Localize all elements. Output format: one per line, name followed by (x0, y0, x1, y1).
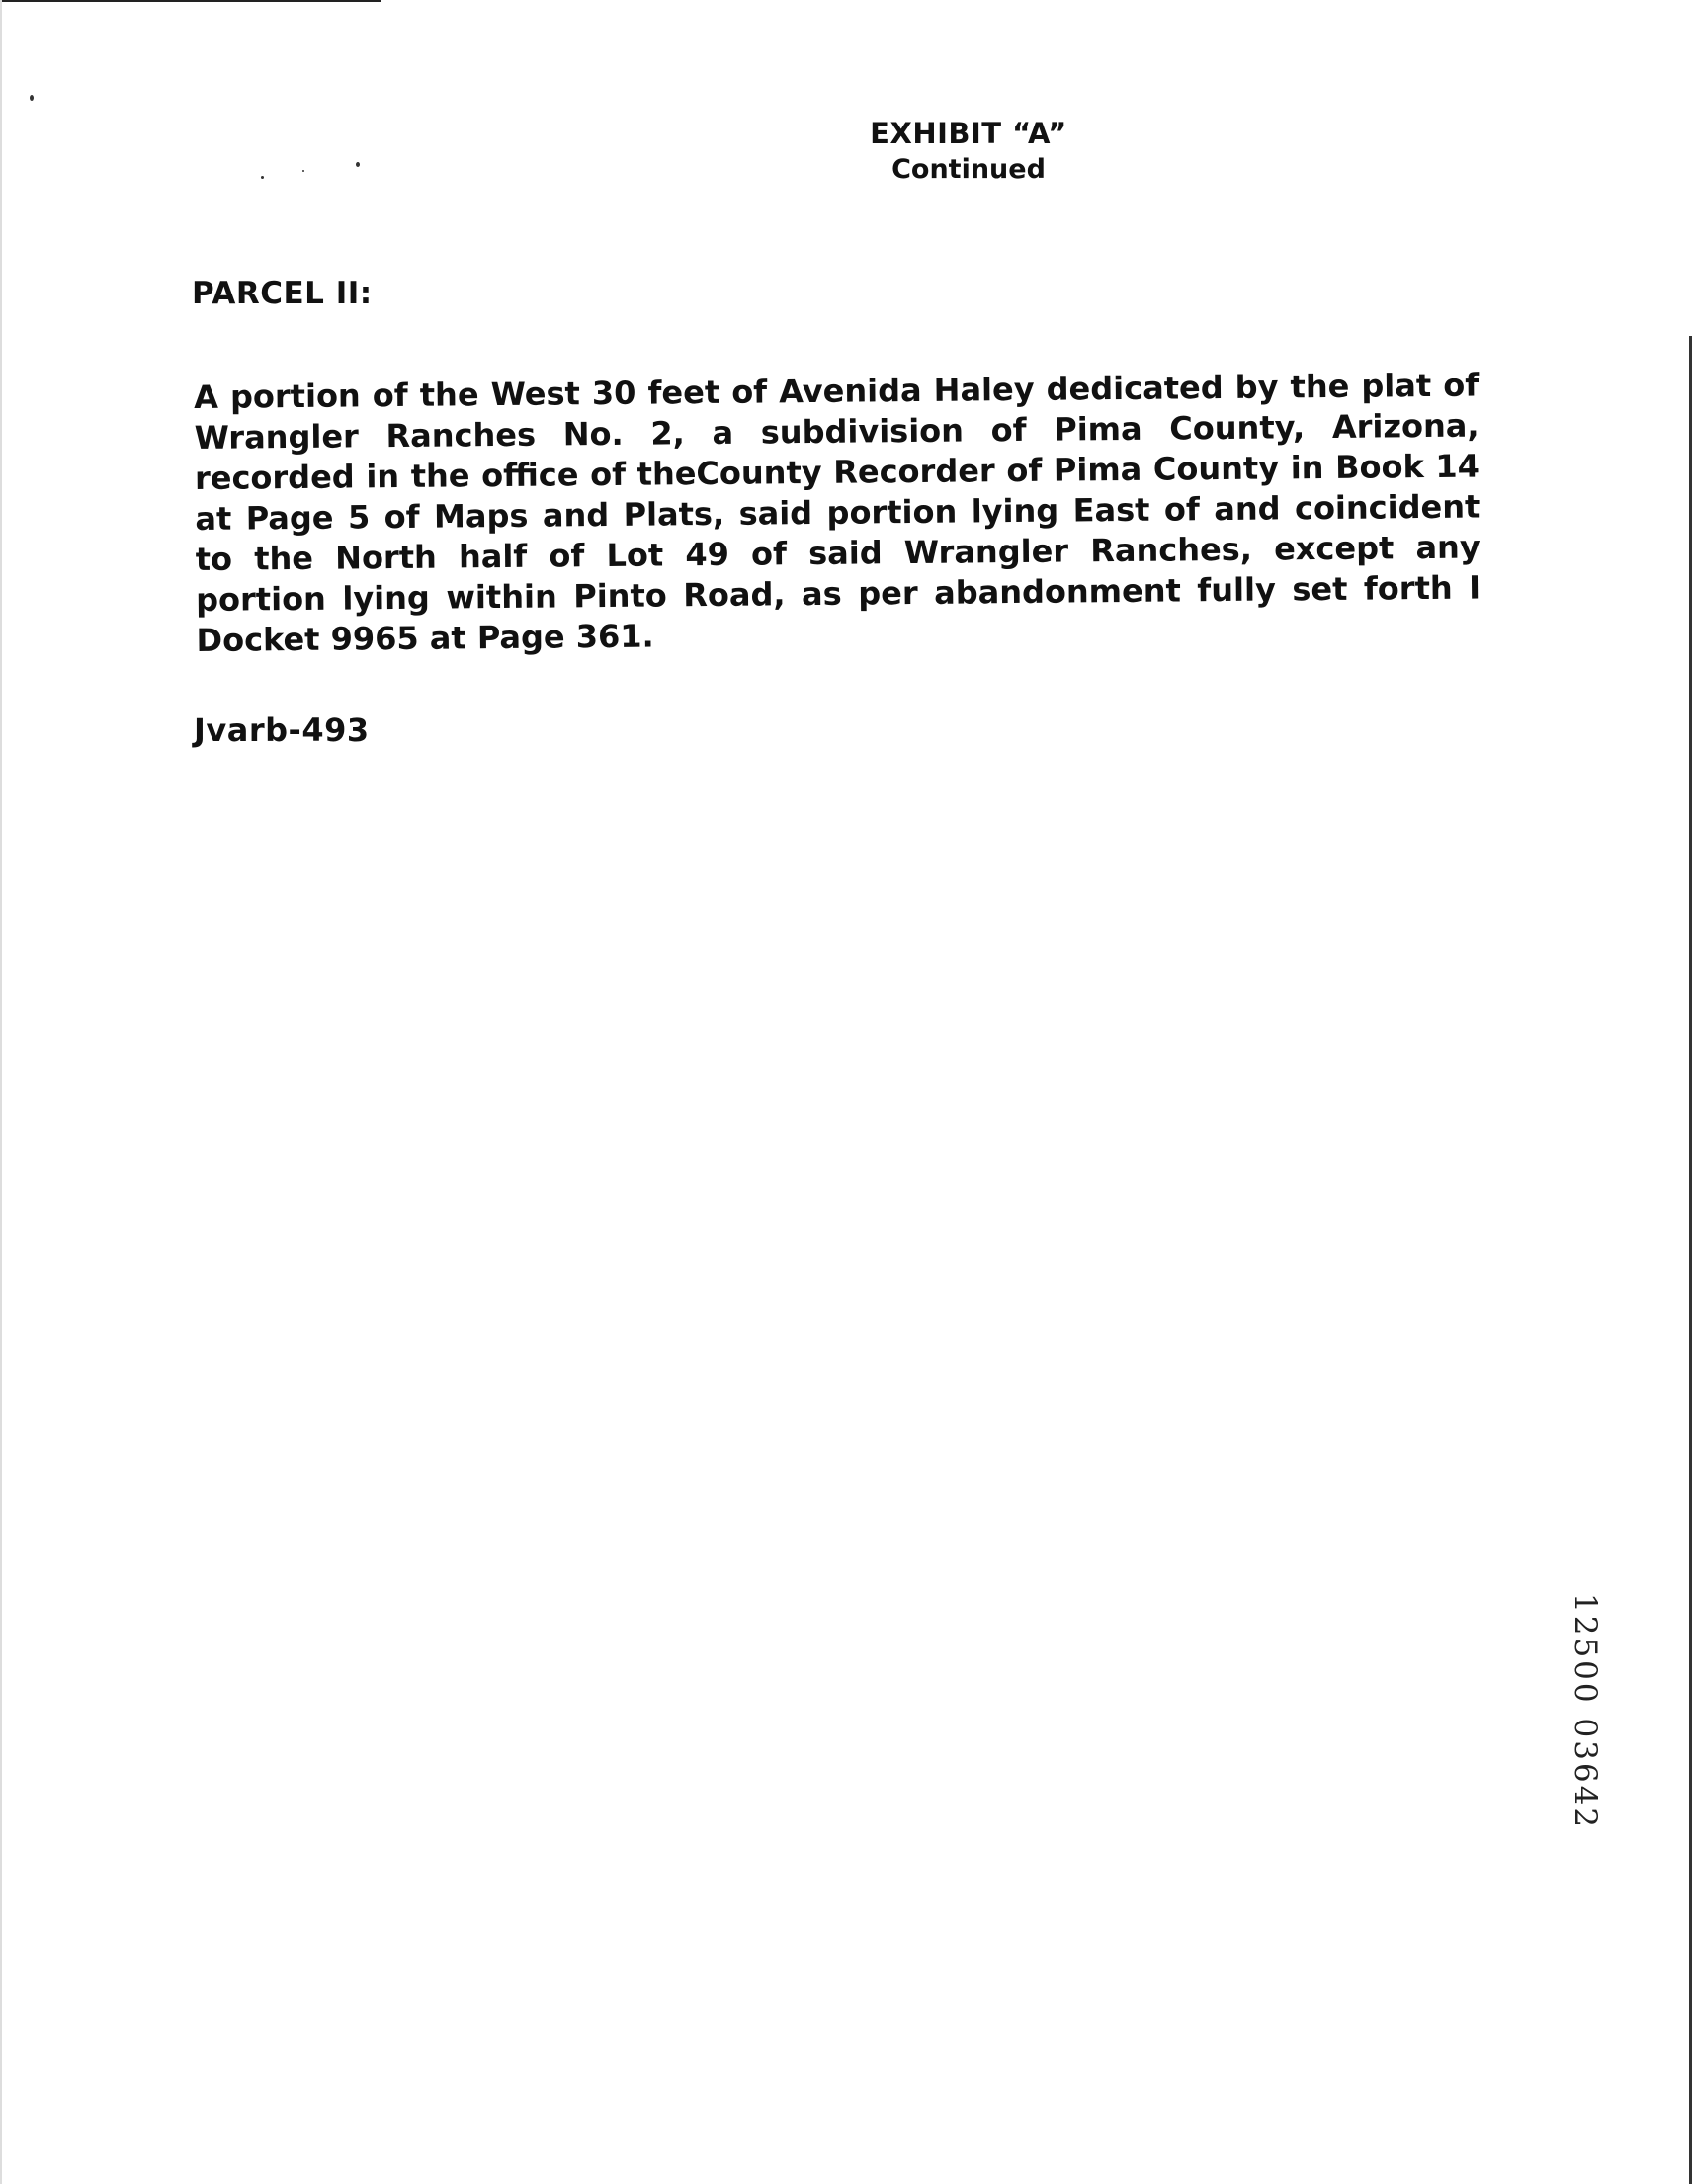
recording-stamp: 12500 03642 (1567, 1593, 1603, 1831)
parcel-heading: PARCEL II: (192, 276, 373, 311)
reference-code: Jvarb-493 (194, 712, 370, 749)
exhibit-title: EXHIBIT “A” (870, 117, 1067, 150)
exhibit-subtitle: Continued (891, 154, 1046, 185)
parcel-description: A portion of the West 30 feet of Avenida Haley dedicated by the plat of Wrangler Ranches No. 2, a subdivision of Pima County, Arizona, recorded in the office of theCounty Recorder of Pima County in Book 14 at Page 5 of Maps and Plats, said portion lying East of and coincident to the North half of Lot 49 of said Wrangler Ranches, except any portion lying within Pinto Road, as per abandonment fully set forth I Docket 9965 at Page 361. (194, 366, 1481, 659)
scan-speck (30, 95, 34, 101)
scan-left-edge (0, 0, 2, 2184)
scan-border-line (0, 0, 381, 2)
